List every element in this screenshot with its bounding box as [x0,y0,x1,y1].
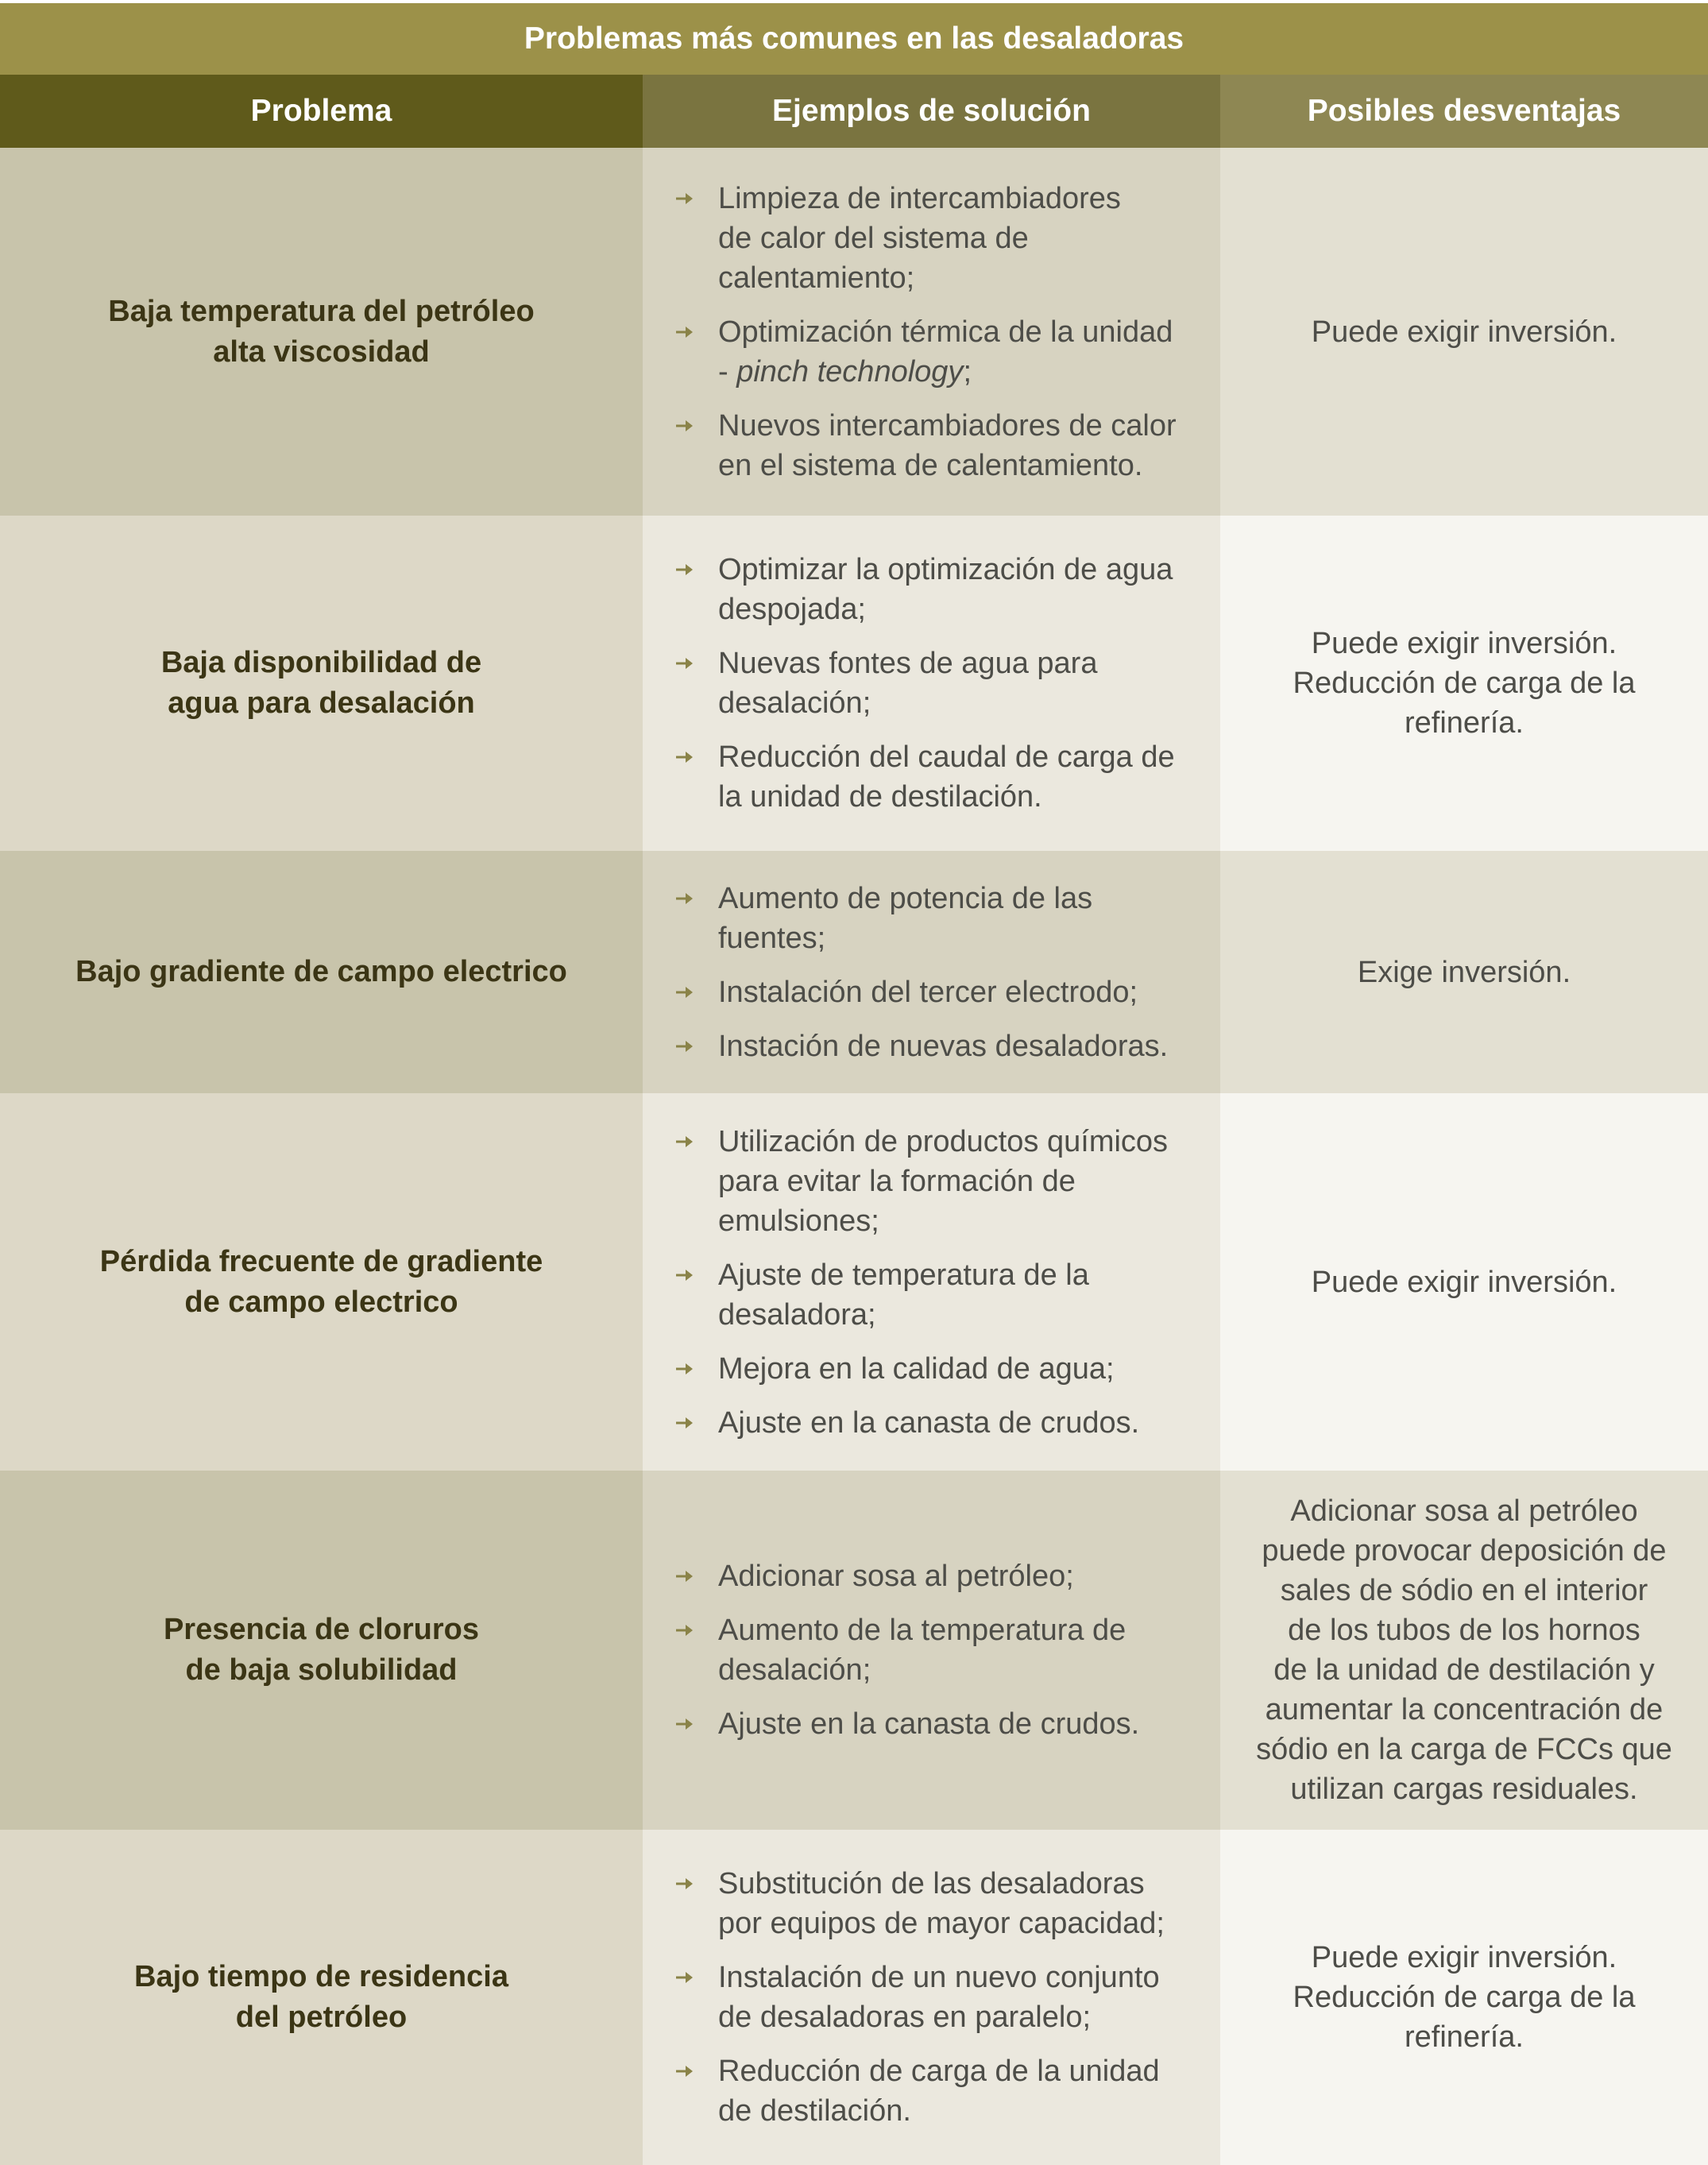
header-drawbacks: Posibles desventajas [1220,75,1708,148]
arrow-right-icon [674,1610,718,1650]
arrow-right-icon [674,1864,718,1904]
solution-text: Ajuste en la canasta de crudos. [718,1405,1140,1440]
arrow-right-icon [674,1403,718,1443]
arrow-right-icon [674,1026,718,1066]
solution-text: Adicionar sosa al petróleo; [718,1560,1074,1593]
solution-text: Mejora en la calidad de agua; [718,1351,1115,1386]
problem-cell: Pérdida frecuente de gradiente de campo electrico [0,1093,643,1471]
drawbacks-cell: Puede exigir inversión. [1220,1093,1708,1471]
solution-text: Utilización de productos químicos para evitar la formación de emulsiones; [718,1124,1169,1238]
solution-text: Reducción de carga de la unidad de destilación. [718,2055,1160,2128]
solution-text: Ajuste de temperatura de la desaladora; [718,1258,1089,1332]
drawbacks-cell: Adicionar sosa al petróleo puede provocar deposición de sales de sódio en el interior de los tubos de los hornos de la unidad de destilación y aumentar la concentración de sódio en la carga de FCCs que utilizan cargas residuales. [1220,1471,1708,1830]
solution-text: Optimizar la optimización de agua despojada; [718,553,1173,626]
solution-item [674,1122,1204,1241]
arrow-right-icon [674,1349,718,1389]
arrow-right-icon [674,312,718,352]
table-header-row [0,75,1708,148]
arrow-right-icon [674,406,718,446]
drawbacks-cell: Puede exigir inversión. Reducción de carga de la refinería. [1220,1830,1708,2165]
arrow-right-icon [674,737,718,777]
solution-text: Limpieza de intercambiadores de calor del sistema de calentamiento; [718,181,1121,295]
solution-item [674,1864,1204,1943]
table-row [0,1471,1708,1830]
arrow-right-icon [674,179,718,218]
table-row [0,516,1708,851]
solutions-cell [643,1471,1220,1830]
solutions-cell [643,1830,1220,2165]
solution-item [674,1958,1204,2037]
solution-item [674,1026,1204,1066]
table-row [0,1093,1708,1471]
solution-item [674,1610,1204,1690]
drawbacks-cell: Puede exigir inversión. [1220,148,1708,516]
problem-cell: Bajo gradiente de campo electrico [0,851,643,1093]
solution-text: Nuevos intercambiadores de calor en el sistema de calentamiento. [718,408,1177,482]
solutions-cell [643,851,1220,1093]
arrow-right-icon [674,1255,718,1295]
solution-item [674,406,1204,485]
solution-item [674,1255,1204,1335]
solutions-cell [643,516,1220,851]
table-row [0,851,1708,1093]
solution-item [674,1556,1204,1596]
solution-text: Instación de nuevas desaladoras. [718,1029,1169,1063]
arrow-right-icon [674,972,718,1012]
solution-text: Instalación del tercer electrodo; [718,975,1138,1009]
arrow-right-icon [674,1958,718,1997]
problem-cell: Presencia de cloruros de baja solubilidad [0,1471,643,1830]
arrow-right-icon [674,550,718,590]
solution-item [674,312,1204,392]
header-solutions: Ejemplos de solución [643,75,1220,148]
solution-item [674,737,1204,817]
solution-text: Aumento de la temperatura de desalación; [718,1614,1126,1687]
solution-item [674,1403,1204,1443]
solution-text: Reducción del caudal de carga de la unidad de destilación. [718,740,1175,814]
solution-item [674,1704,1204,1744]
arrow-right-icon [674,1704,718,1744]
solution-text: Instalación de un nuevo conjunto de desaladoras en paralelo; [718,1961,1160,2034]
drawbacks-cell: Exige inversión. [1220,851,1708,1093]
solutions-cell [643,148,1220,516]
solution-item [674,550,1204,629]
solution-text: Aumento de potencia de las fuentes; [718,881,1093,955]
solution-text: Nuevas fontes de agua para desalación; [718,647,1098,720]
solutions-cell [643,1093,1220,1471]
solution-item [674,972,1204,1012]
arrow-right-icon [674,1122,718,1162]
solution-item [674,179,1204,298]
arrow-right-icon [674,644,718,683]
solution-item [674,644,1204,723]
problem-cell: Baja disponibilidad de agua para desalación [0,516,643,851]
solution-text: Ajuste en la canasta de crudos. [718,1707,1140,1741]
arrow-right-icon [674,2051,718,2091]
drawbacks-cell: Puede exigir inversión. Reducción de carga de la refinería. [1220,516,1708,851]
solution-item [674,2051,1204,2131]
arrow-right-icon [674,879,718,918]
problem-cell: Baja temperatura del petróleo alta viscosidad [0,148,643,516]
solution-item [674,879,1204,958]
arrow-right-icon [674,1556,718,1596]
solution-text: Optimización térmica de la unidad - pinch technology; [718,315,1173,389]
table-row [0,1830,1708,2165]
table-title: Problemas más comunes en las desaladoras [0,3,1708,75]
header-problem: Problema [0,75,643,148]
solution-text: Substitución de las desaladoras por equipos de mayor capacidad; [718,1867,1165,1940]
solution-item [674,1349,1204,1389]
table-row [0,148,1708,516]
problem-cell: Bajo tiempo de residencia del petróleo [0,1830,643,2165]
